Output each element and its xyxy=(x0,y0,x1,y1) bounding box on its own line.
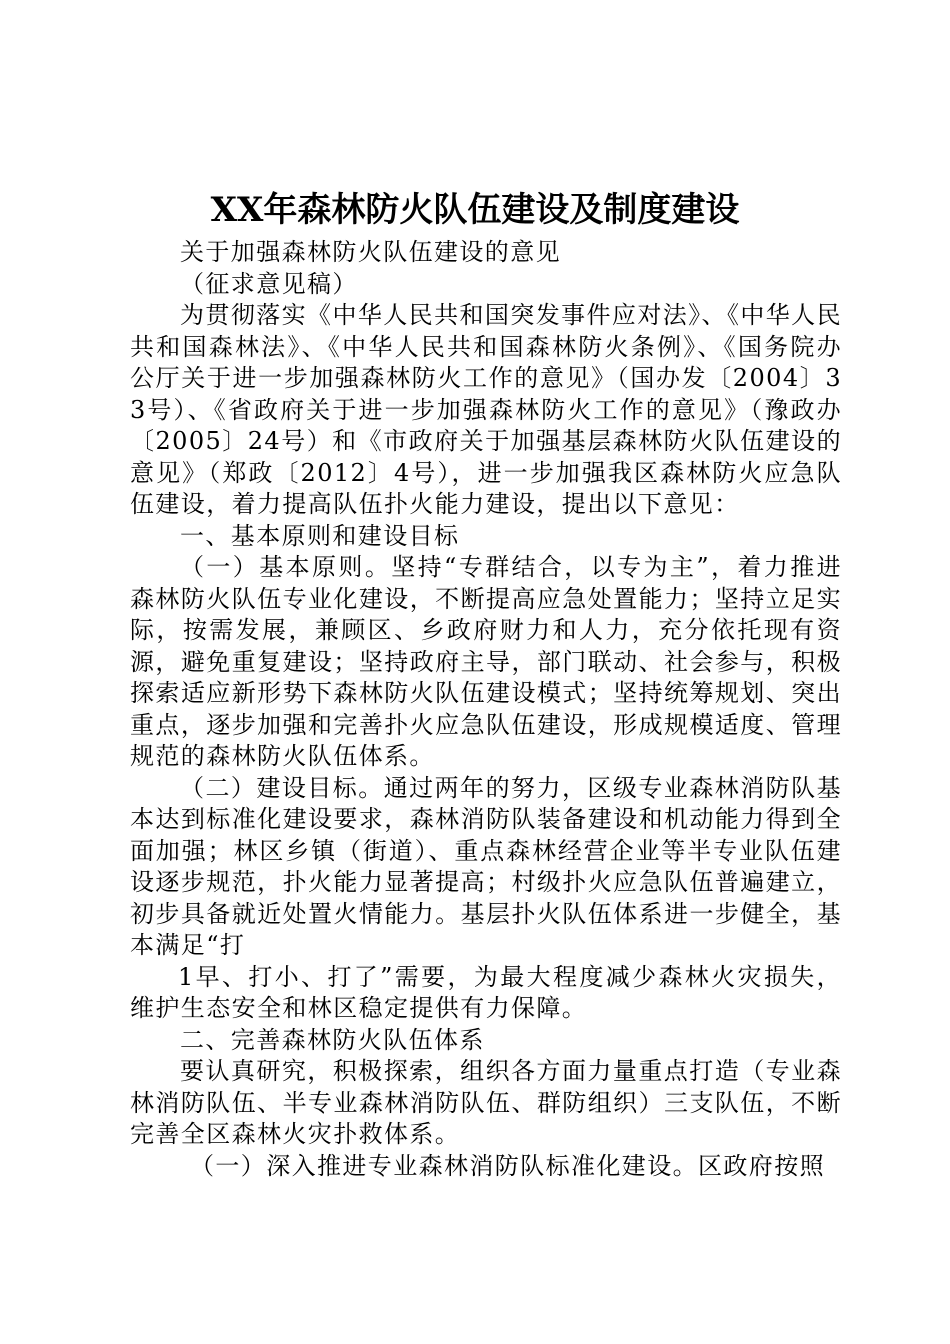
section-heading-2: 二、完善森林防火队伍体系 xyxy=(180,1025,485,1054)
subtitle-paragraph: 关于加强森林防火队伍建设的意见 xyxy=(180,238,561,266)
standardization-paragraph: （一）深入推进专业森林消防队标准化建设。区政府按照 xyxy=(190,1151,825,1180)
document-body xyxy=(130,237,842,1182)
system-paragraph: 要认真研究，积极探索，组织各方面力量重点打造（专业森林消防队伍、半专业森林消防队伍、群防组织）三支队伍，不断完善全区森林火灾扑救体系。 xyxy=(130,1057,842,1148)
intro-paragraph: 为贯彻落实《中华人民共和国突发事件应对法》、《中华人民共和国森林法》、《中华人民共和国森林防火条例》、《国务院办公厅关于进一步加强森林防火工作的意见》（国办发〔2004〕33号）、《省政府关于进一步加强森林防火工作的意见》（豫政办〔2005〕24号）和《市政府关于加强基层森林防火队伍建设的意见》（郑政〔2012〕4号），进一步加强我区森林防火应急队伍建设，着力提高队伍扑火能力建设，提出以下意见： xyxy=(130,301,842,518)
principles-paragraph: （一）基本原则。坚持“专群结合，以专为主”，着力推进森林防火队伍专业化建设，不断提高应急处置能力；坚持立足实际，按需发展，兼顾区、乡政府财力和人力，充分依托现有资源，避免重复建设；坚持政府主导，部门联动、社会参与，积极探索适应新形势下森林防火队伍建设模式；坚持统筹规划、突出重点，逐步加强和完善扑火应急队伍建设，形成规模适度、管理规范的森林防火队伍体系。 xyxy=(130,553,842,770)
draft-note-paragraph: （征求意见稿） xyxy=(180,269,358,298)
goals-paragraph: （二）建设目标。通过两年的努力，区级专业森林消防队基本达到标准化建设要求，森林消防队装备建设和机动能力得到全面加强；林区乡镇（街道）、重点森林经营企业等半专业队伍建设逐步规范，扑火能力显著提高；村级扑火应急队伍普遍建立，初步具备就近处置火情能力。基层扑火队伍体系进一步健全，基本满足“打 xyxy=(130,773,842,959)
section-heading-1: 一、基本原则和建设目标 xyxy=(180,521,460,550)
document-title: XX年森林防火队伍建设及制度建设 xyxy=(210,190,740,230)
goals-continued-paragraph: 1早、打小、打了”需要，为最大程度减少森林火灾损失，维护生态安全和林区稳定提供有力保障。 xyxy=(130,962,842,1022)
